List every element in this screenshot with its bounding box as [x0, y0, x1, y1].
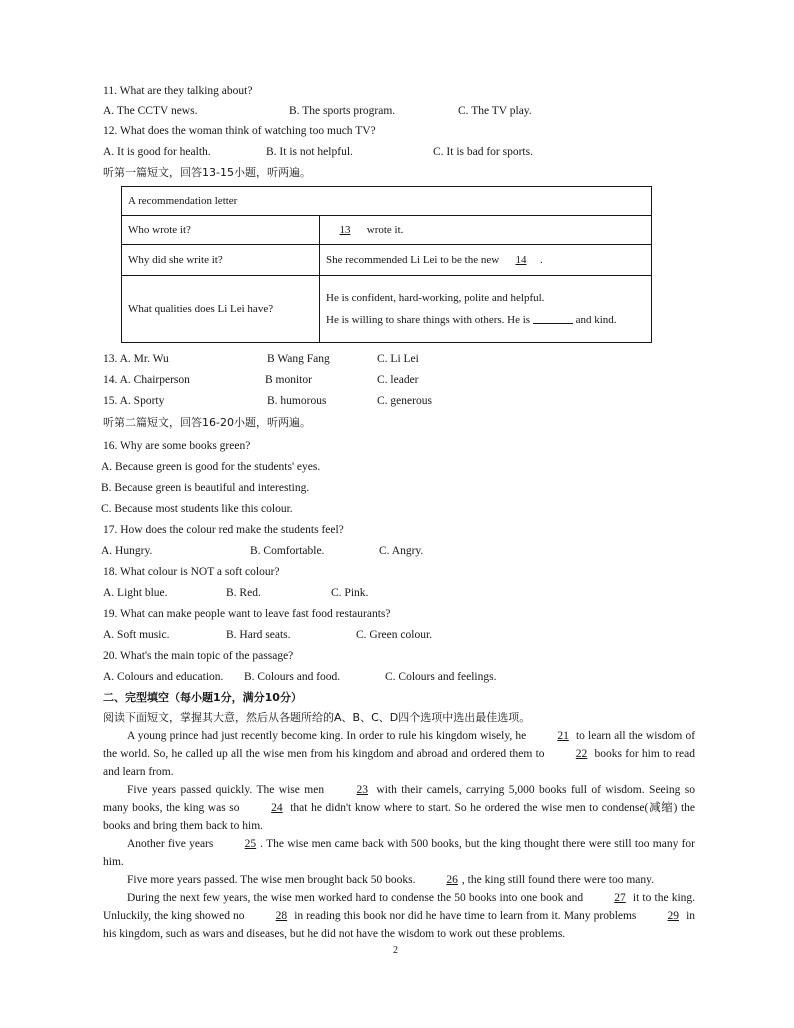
question-13-option-b: B Wang Fang — [267, 353, 330, 365]
passage-paragraph-4 — [103, 871, 695, 889]
passage-paragraph-2 — [103, 781, 695, 835]
question-12-option-a: A. It is good for health. — [103, 146, 211, 158]
table-row3-line2-prefix: He is willing to share things with others. He is — [326, 314, 531, 326]
section-2-instruction: 阅读下面短文，掌握其大意，然后从各题所给的A、B、C、D四个选项中选出最佳选项。 — [103, 711, 531, 724]
question-11-option-b: B. The sports program. — [289, 105, 396, 117]
question-20-option-b: B. Colours and food. — [244, 671, 341, 683]
question-17-option-c: C. Angry. — [379, 545, 424, 557]
table-row2-prefix: She recommended Li Lei to be the new — [326, 254, 500, 266]
blank-23: 23 — [356, 784, 368, 796]
passage-text: that he didn't know where to start. So he ordered the wise men to condense(减缩) the books and bring them back to him. — [103, 802, 695, 832]
passage-text: During the next few years, the wise men worked hard to condense the 50 books into one book and — [127, 892, 584, 904]
question-15-option-b: B. humorous — [267, 395, 327, 407]
blank-27: 27 — [614, 892, 626, 904]
question-18-option-a: A. Light blue. — [103, 587, 168, 599]
blank-21: 21 — [557, 730, 569, 742]
passage-text: A young prince had just recently become king. In order to rule his kingdom wisely, he — [127, 730, 527, 742]
question-12-stem: 12. What does the woman think of watching too much TV? — [103, 125, 376, 137]
table-row1-answer — [320, 216, 652, 245]
passage-text: , the king still found there were too many. — [461, 874, 655, 886]
question-12-option-c: C. It is bad for sports. — [433, 146, 533, 158]
question-11-option-a: A. The CCTV news. — [103, 105, 198, 117]
question-12-option-b: B. It is not helpful. — [266, 146, 353, 158]
table-row2-question: Why did she write it? — [122, 245, 320, 276]
question-19-option-a: A. Soft music. — [103, 629, 170, 641]
question-16-stem: 16. Why are some books green? — [103, 440, 251, 452]
passage-text: with their camels, carrying 5,000 books full of wisdom. Seeing so many books, the king was so — [103, 784, 695, 814]
listening-instruction-1: 听第一篇短文，回答13-15小题，听两遍。 — [103, 166, 311, 179]
blank-15 — [533, 313, 573, 324]
passage-text: . The wise men came back with 500 books, but the king thought there were still too many for him. — [103, 838, 696, 868]
table-row3-answer — [320, 276, 652, 343]
question-20-stem: 20. What's the main topic of the passage? — [103, 650, 294, 662]
table-row3-line1: He is confident, hard-working, polite and helpful. — [326, 292, 545, 304]
blank-28: 28 — [275, 910, 288, 922]
table-row3-line2 — [326, 309, 645, 331]
table-row1-question: Who wrote it? — [122, 216, 320, 245]
blank-13: 13 — [339, 224, 351, 236]
question-18-option-b: B. Red. — [226, 587, 261, 599]
question-14-option-c: C. leader — [377, 374, 419, 386]
question-17-option-b: B. Comfortable. — [250, 545, 325, 557]
question-11-option-c: C. The TV play. — [458, 105, 532, 117]
passage-paragraph-1 — [103, 727, 695, 781]
passage-text: Five years passed quickly. The wise men — [127, 784, 325, 796]
question-19-option-c: C. Green colour. — [356, 629, 433, 641]
passage-text: Another five years — [127, 838, 214, 850]
question-17-stem: 17. How does the colour red make the students feel? — [103, 524, 344, 536]
question-14-option-a: 14. A. Chairperson — [103, 374, 190, 386]
passage-text: it to the king. Unluckily, the king showed no — [103, 892, 696, 922]
question-20-option-a: A. Colours and education. — [103, 671, 224, 683]
table-row1-tail: wrote it. — [366, 224, 404, 236]
question-17-option-a: A. Hungry. — [101, 545, 153, 557]
passage-paragraph-3 — [103, 835, 695, 871]
question-13-option-a: 13. A. Mr. Wu — [103, 353, 169, 365]
blank-26: 26 — [446, 874, 458, 886]
question-20-option-c: C. Colours and feelings. — [385, 671, 497, 683]
table-row3-line2-tail: and kind. — [575, 314, 617, 326]
question-15-option-a: 15. A. Sporty — [103, 395, 165, 407]
passage-text: books for him to read and learn from. — [103, 748, 696, 778]
blank-29: 29 — [667, 910, 679, 922]
question-18-stem: 18. What colour is NOT a soft colour? — [103, 566, 280, 578]
question-14-option-b: B monitor — [265, 374, 312, 386]
passage-paragraph-5 — [103, 889, 695, 943]
table-row2-tail: . — [539, 254, 543, 266]
passage-text: to learn all the wisdom of the world. So, he called up all the wise men from his kingdom and abroad and ordered them to — [103, 730, 696, 760]
table-row2-answer — [320, 245, 652, 276]
listening-instruction-2: 听第二篇短文，回答16-20小题，听两遍。 — [103, 416, 311, 429]
question-19-option-b: B. Hard seats. — [226, 629, 291, 641]
cloze-passage — [103, 727, 695, 943]
question-18-option-c: C. Pink. — [331, 587, 369, 599]
table-title: A recommendation letter — [122, 187, 652, 216]
page-number: 2 — [393, 945, 398, 956]
question-11-stem: 11. What are they talking about? — [103, 85, 253, 97]
question-16-option-c: C. Because most students like this colour. — [101, 503, 293, 515]
section-2-heading: 二、完型填空（每小题1分，满分10分） — [103, 691, 302, 704]
blank-25: 25 — [244, 838, 257, 850]
passage-text: Five more years passed. The wise men brought back 50 books. — [127, 874, 416, 886]
table-row3-question: What qualities does Li Lei have? — [122, 276, 320, 343]
blank-22: 22 — [575, 748, 588, 760]
question-13-option-c: C. Li Lei — [377, 353, 419, 365]
blank-14: 14 — [515, 254, 527, 266]
question-15-option-c: C. generous — [377, 395, 432, 407]
recommendation-letter-table — [121, 186, 652, 343]
question-16-option-b: B. Because green is beautiful and interesting. — [101, 482, 310, 494]
question-16-option-a: A. Because green is good for the students' eyes. — [101, 461, 321, 473]
passage-text: in reading this book nor did he have time to learn from it. Many problems — [294, 910, 637, 922]
question-19-stem: 19. What can make people want to leave fast food restaurants? — [103, 608, 391, 620]
blank-24: 24 — [271, 802, 283, 814]
passage-text: in his kingdom, such as wars and diseases, but he did not have the wisdom to work out these problems. — [103, 910, 696, 940]
